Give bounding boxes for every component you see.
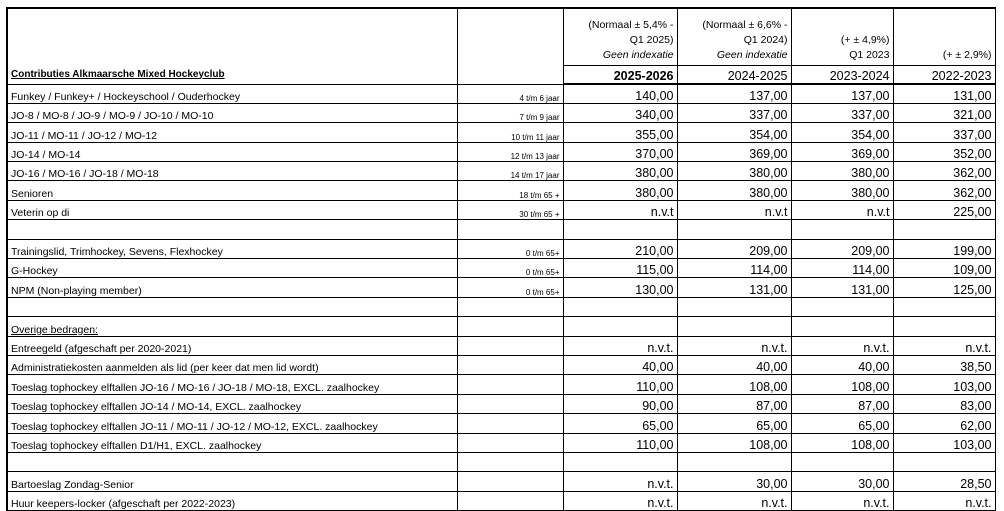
empty-cell	[8, 297, 457, 316]
spacer-row	[8, 452, 995, 471]
fee-2023-2024: 137,00	[791, 84, 893, 103]
table-row	[8, 433, 995, 452]
empty-cell	[791, 317, 893, 336]
fee-2025-2026: 380,00	[563, 181, 677, 200]
age-range	[457, 433, 563, 452]
fee-2022-2023: 62,00	[893, 414, 995, 433]
empty-cell	[8, 452, 457, 471]
fee-2024-2025: 65,00	[677, 414, 791, 433]
fee-2022-2023: 362,00	[893, 181, 995, 200]
table-row	[8, 259, 995, 278]
table-row	[8, 200, 995, 219]
fee-2025-2026: 380,00	[563, 162, 677, 181]
age-range	[457, 355, 563, 374]
fee-2022-2023: 103,00	[893, 375, 995, 394]
empty-cell	[893, 452, 995, 471]
table-row	[8, 162, 995, 181]
age-range	[457, 394, 563, 413]
row-label: G-Hockey	[8, 259, 457, 278]
age-range: 7 t/m 9 jaar	[457, 103, 563, 122]
fee-2024-2025: 380,00	[677, 162, 791, 181]
table-row	[8, 123, 995, 142]
empty-cell	[791, 297, 893, 316]
age-range: 0 t/m 65+	[457, 278, 563, 297]
year-2024-2025: 2024-2025	[677, 65, 791, 84]
fee-2025-2026: 40,00	[563, 355, 677, 374]
spacer-row	[8, 297, 995, 316]
fee-2023-2024: 131,00	[791, 278, 893, 297]
age-range: 14 t/m 17 jaar	[457, 162, 563, 181]
table-row	[8, 472, 995, 491]
table-row	[8, 394, 995, 413]
empty-cell	[563, 220, 677, 239]
fee-2024-2025: 108,00	[677, 375, 791, 394]
fee-2023-2024: 337,00	[791, 103, 893, 122]
empty-cell	[677, 317, 791, 336]
fee-2022-2023: 321,00	[893, 103, 995, 122]
fee-2022-2023: 352,00	[893, 142, 995, 161]
fee-table	[8, 9, 996, 511]
row-label: Trainingslid, Trimhockey, Sevens, Flexhockey	[8, 239, 457, 258]
empty-cell	[457, 220, 563, 239]
fee-2024-2025: 369,00	[677, 142, 791, 161]
row-label: Toeslag tophockey elftallen JO-16 / MO-16 / JO-18 / MO-18, EXCL. zaalhockey	[8, 375, 457, 394]
fee-2025-2026: 110,00	[563, 375, 677, 394]
empty-cell	[791, 452, 893, 471]
table-row	[8, 239, 995, 258]
fee-2024-2025: 87,00	[677, 394, 791, 413]
table-row	[8, 181, 995, 200]
table-row	[8, 142, 995, 161]
empty-cell	[8, 220, 457, 239]
fee-2025-2026: n.v.t	[563, 200, 677, 219]
table-row	[8, 278, 995, 297]
age-range: 10 t/m 11 jaar	[457, 123, 563, 142]
fee-2023-2024: 40,00	[791, 355, 893, 374]
fee-2025-2026: 115,00	[563, 259, 677, 278]
fee-2022-2023: 109,00	[893, 259, 995, 278]
section-header-row	[8, 317, 995, 336]
row-label: Toeslag tophockey elftallen D1/H1, EXCL. zaalhockey	[8, 433, 457, 452]
table-row	[8, 84, 995, 103]
fee-2025-2026: 210,00	[563, 239, 677, 258]
fee-2023-2024: 108,00	[791, 433, 893, 452]
empty-cell	[457, 297, 563, 316]
table-row	[8, 414, 995, 433]
fee-2023-2024: 380,00	[791, 181, 893, 200]
row-label: NPM (Non-playing member)	[8, 278, 457, 297]
fee-2022-2023: n.v.t.	[893, 491, 995, 510]
fee-2024-2025: n.v.t.	[677, 336, 791, 355]
empty-cell	[457, 452, 563, 471]
fee-2024-2025: 40,00	[677, 355, 791, 374]
fee-2023-2024: 114,00	[791, 259, 893, 278]
fee-2025-2026: 140,00	[563, 84, 677, 103]
empty-cell	[677, 220, 791, 239]
age-range	[457, 375, 563, 394]
fee-2022-2023: 131,00	[893, 84, 995, 103]
fee-2024-2025: 354,00	[677, 123, 791, 142]
fee-2023-2024: 354,00	[791, 123, 893, 142]
age-range: 4 t/m 6 jaar	[457, 84, 563, 103]
empty-cell	[677, 297, 791, 316]
empty-cell	[893, 220, 995, 239]
fee-2025-2026: 340,00	[563, 103, 677, 122]
empty-cell	[893, 297, 995, 316]
table-row	[8, 336, 995, 355]
fee-2024-2025: n.v.t	[677, 200, 791, 219]
fee-2025-2026: n.v.t.	[563, 472, 677, 491]
age-range	[457, 336, 563, 355]
row-label: Administratiekosten aanmelden als lid (per keer dat men lid wordt)	[8, 355, 457, 374]
fee-2022-2023: 362,00	[893, 162, 995, 181]
age-range: 0 t/m 65+	[457, 259, 563, 278]
age-range: 0 t/m 65+	[457, 239, 563, 258]
spacer-row	[8, 220, 995, 239]
col-note-2025: (Normaal ± 5,4% - Q1 2025) Geen indexatie	[563, 9, 677, 65]
fee-2023-2024: 108,00	[791, 375, 893, 394]
empty-cell	[563, 297, 677, 316]
row-label: Veterin op di	[8, 200, 457, 219]
table-row	[8, 375, 995, 394]
row-label: Funkey / Funkey+ / Hockeyschool / Ouderhockey	[8, 84, 457, 103]
fee-2023-2024: 65,00	[791, 414, 893, 433]
age-range	[457, 472, 563, 491]
age-range: 18 t/m 65 +	[457, 181, 563, 200]
fee-2025-2026: 130,00	[563, 278, 677, 297]
fee-2023-2024: n.v.t.	[791, 336, 893, 355]
row-label: Toeslag tophockey elftallen JO-11 / MO-11 / JO-12 / MO-12, EXCL. zaalhockey	[8, 414, 457, 433]
fee-2025-2026: 110,00	[563, 433, 677, 452]
age-range	[457, 414, 563, 433]
fee-2025-2026: 90,00	[563, 394, 677, 413]
fee-2024-2025: n.v.t.	[677, 491, 791, 510]
row-label: JO-8 / MO-8 / JO-9 / MO-9 / JO-10 / MO-10	[8, 103, 457, 122]
fee-2023-2024: 380,00	[791, 162, 893, 181]
fee-2023-2024: n.v.t.	[791, 491, 893, 510]
fee-2022-2023: 337,00	[893, 123, 995, 142]
empty-cell	[677, 452, 791, 471]
empty-cell	[791, 220, 893, 239]
row-label: JO-11 / MO-11 / JO-12 / MO-12	[8, 123, 457, 142]
fee-2022-2023: 28,50	[893, 472, 995, 491]
col-note-2022: (+ ± 2,9%)	[893, 9, 995, 65]
table-row	[8, 355, 995, 374]
empty-cell	[563, 452, 677, 471]
fee-2022-2023: 225,00	[893, 200, 995, 219]
year-2022-2023: 2022-2023	[893, 65, 995, 84]
fee-2024-2025: 209,00	[677, 239, 791, 258]
fee-2023-2024: n.v.t	[791, 200, 893, 219]
empty-cell	[893, 317, 995, 336]
row-label: Bartoeslag Zondag-Senior	[8, 472, 457, 491]
table-title: Contributies Alkmaarsche Mixed Hockeyclub	[8, 9, 457, 84]
fee-2022-2023: 199,00	[893, 239, 995, 258]
row-label: JO-14 / MO-14	[8, 142, 457, 161]
fee-2024-2025: 137,00	[677, 84, 791, 103]
fee-2025-2026: 65,00	[563, 414, 677, 433]
fee-2025-2026: 370,00	[563, 142, 677, 161]
fee-2022-2023: n.v.t.	[893, 336, 995, 355]
fee-2023-2024: 30,00	[791, 472, 893, 491]
table-row	[8, 103, 995, 122]
age-header-cell	[457, 9, 563, 84]
fee-2024-2025: 131,00	[677, 278, 791, 297]
fee-2022-2023: 38,50	[893, 355, 995, 374]
fee-2022-2023: 103,00	[893, 433, 995, 452]
fee-2023-2024: 209,00	[791, 239, 893, 258]
fee-2024-2025: 114,00	[677, 259, 791, 278]
year-2025-2026: 2025-2026	[563, 65, 677, 84]
fee-2025-2026: 355,00	[563, 123, 677, 142]
row-label: Huur keepers-locker (afgeschaft per 2022-2023)	[8, 491, 457, 510]
fee-2024-2025: 380,00	[677, 181, 791, 200]
fee-2023-2024: 87,00	[791, 394, 893, 413]
age-range: 12 t/m 13 jaar	[457, 142, 563, 161]
empty-cell	[457, 317, 563, 336]
fee-2025-2026: n.v.t.	[563, 336, 677, 355]
fee-2023-2024: 369,00	[791, 142, 893, 161]
empty-cell	[563, 317, 677, 336]
table-row	[8, 491, 995, 510]
row-label: Senioren	[8, 181, 457, 200]
fee-2022-2023: 125,00	[893, 278, 995, 297]
year-2023-2024: 2023-2024	[791, 65, 893, 84]
fee-2024-2025: 337,00	[677, 103, 791, 122]
age-range	[457, 491, 563, 510]
fee-2024-2025: 108,00	[677, 433, 791, 452]
col-note-2023: (+ ± 4,9%) Q1 2023	[791, 9, 893, 65]
row-label: Entreegeld (afgeschaft per 2020-2021)	[8, 336, 457, 355]
fee-2022-2023: 83,00	[893, 394, 995, 413]
fee-2025-2026: n.v.t.	[563, 491, 677, 510]
fee-table-sheet	[6, 7, 996, 511]
row-label: JO-16 / MO-16 / JO-18 / MO-18	[8, 162, 457, 181]
age-range: 30 t/m 65 +	[457, 200, 563, 219]
col-note-2024: (Normaal ± 6,6% - Q1 2024) Geen indexatie	[677, 9, 791, 65]
header-notes-row	[8, 9, 995, 65]
row-label: Toeslag tophockey elftallen JO-14 / MO-14, EXCL. zaalhockey	[8, 394, 457, 413]
fee-2024-2025: 30,00	[677, 472, 791, 491]
section-label: Overige bedragen:	[8, 317, 457, 336]
